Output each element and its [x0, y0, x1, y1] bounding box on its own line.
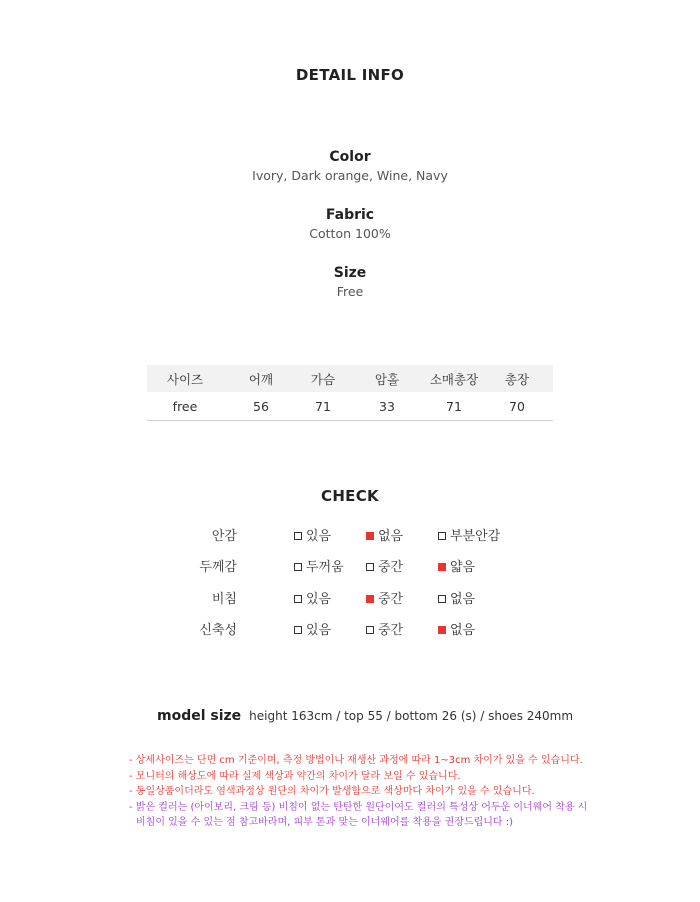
size-table-cell: 33 [347, 392, 427, 421]
size-table-header-cell: 사이즈 [147, 365, 223, 392]
check-option-label: 중간 [378, 560, 404, 575]
fabric-label: Fabric [325, 207, 375, 223]
check-option [294, 558, 344, 578]
checkbox-icon [294, 626, 302, 634]
size-table-cell: 70 [481, 392, 553, 421]
color-label: Color [329, 149, 371, 165]
check-option [366, 527, 403, 547]
table-row [147, 392, 553, 421]
checkbox-icon [438, 626, 446, 634]
size-table-header-cell: 어깨 [223, 365, 299, 392]
size-value: Free [336, 284, 364, 299]
size-table-cell: 71 [299, 392, 347, 421]
fabric-value: Cotton 100% [309, 226, 391, 241]
size-table-cell: 56 [223, 392, 299, 421]
checkbox-icon [366, 532, 374, 540]
check-option [366, 621, 403, 641]
check-option [294, 527, 331, 547]
check-option [438, 527, 500, 547]
checkbox-icon [294, 563, 302, 571]
check-row-sheerness [0, 590, 700, 610]
check-option-label: 부분안감 [450, 529, 501, 544]
check-option [366, 590, 403, 610]
note-line: 비침이 있을 수 있는 점 참고바라며, 피부 톤과 맞는 이너웨어를 착용을 권장드립니다 :) [136, 817, 514, 828]
check-option [294, 621, 331, 641]
size-table-header-cell: 총장 [481, 365, 553, 392]
checkbox-icon [366, 595, 374, 603]
check-label: 신축성 [199, 623, 237, 638]
size-table-cell: 71 [427, 392, 481, 421]
checkbox-icon [438, 595, 446, 603]
notes [129, 753, 589, 831]
note-line: - 동일상품이더라도 염색과정상 원단의 차이가 발생함으로 색상마다 차이가 있을 수 있습니다. [129, 786, 535, 797]
checkbox-icon [294, 595, 302, 603]
check-label: 안감 [211, 529, 237, 544]
checkbox-icon [438, 532, 446, 540]
fabric-section [0, 206, 700, 243]
check-option-label: 있음 [306, 623, 332, 638]
model-size-value: height 163cm / top 55 / bottom 26 (s) / shoes 240mm [249, 709, 574, 723]
check-option-label: 두꺼움 [306, 560, 344, 575]
check-label: 비침 [211, 592, 237, 607]
check-option-label: 없음 [450, 623, 476, 638]
size-table-header-cell: 암홀 [347, 365, 427, 392]
check-option [294, 590, 331, 610]
check-row-stretch [0, 621, 700, 641]
size-label: Size [333, 265, 367, 281]
size-table-header-row [147, 365, 553, 392]
checkbox-icon [438, 563, 446, 571]
check-option-label: 없음 [378, 529, 404, 544]
check-option [438, 590, 475, 610]
check-option-label: 중간 [378, 592, 404, 607]
check-option [366, 558, 403, 578]
check-option-label: 얇음 [450, 560, 476, 575]
size-section [0, 264, 700, 301]
checkbox-icon [294, 532, 302, 540]
check-option [438, 558, 475, 578]
size-table-cell: free [147, 392, 223, 421]
check-row-thickness [0, 558, 700, 578]
note-line: - 상세사이즈는 단면 cm 기준이며, 측정 방법이나 재생산 과정에 따라 1~3cm 차이가 있을 수 있습니다. [129, 755, 583, 766]
note-line: - 모니터의 해상도에 따라 실제 색상과 약간의 차이가 달라 보일 수 있습니다. [129, 770, 461, 782]
check-title: CHECK [321, 487, 379, 505]
check-option [438, 621, 475, 641]
model-size [157, 705, 573, 726]
check-option-label: 있음 [306, 592, 332, 607]
check-option-label: 있음 [306, 529, 332, 544]
size-table [147, 365, 553, 421]
check-option-label: 없음 [450, 592, 476, 607]
model-size-label: model size [157, 708, 242, 724]
color-section [0, 148, 700, 185]
size-table-header-cell: 가슴 [299, 365, 347, 392]
detail-info-title: DETAIL INFO [295, 66, 405, 84]
size-table-header-cell: 소매총장 [427, 365, 481, 392]
color-value: Ivory, Dark orange, Wine, Navy [252, 168, 448, 183]
checkbox-icon [366, 626, 374, 634]
check-row-lining [0, 527, 700, 547]
checkbox-icon [366, 563, 374, 571]
check-label: 두께감 [199, 560, 237, 575]
note-line: - 밝은 컬러는 (아이보리, 크림 등) 비침이 없는 탄탄한 원단이여도 컬러의 특성상 어두운 이너웨어 착용 시 [129, 801, 588, 813]
check-option-label: 중간 [378, 623, 404, 638]
